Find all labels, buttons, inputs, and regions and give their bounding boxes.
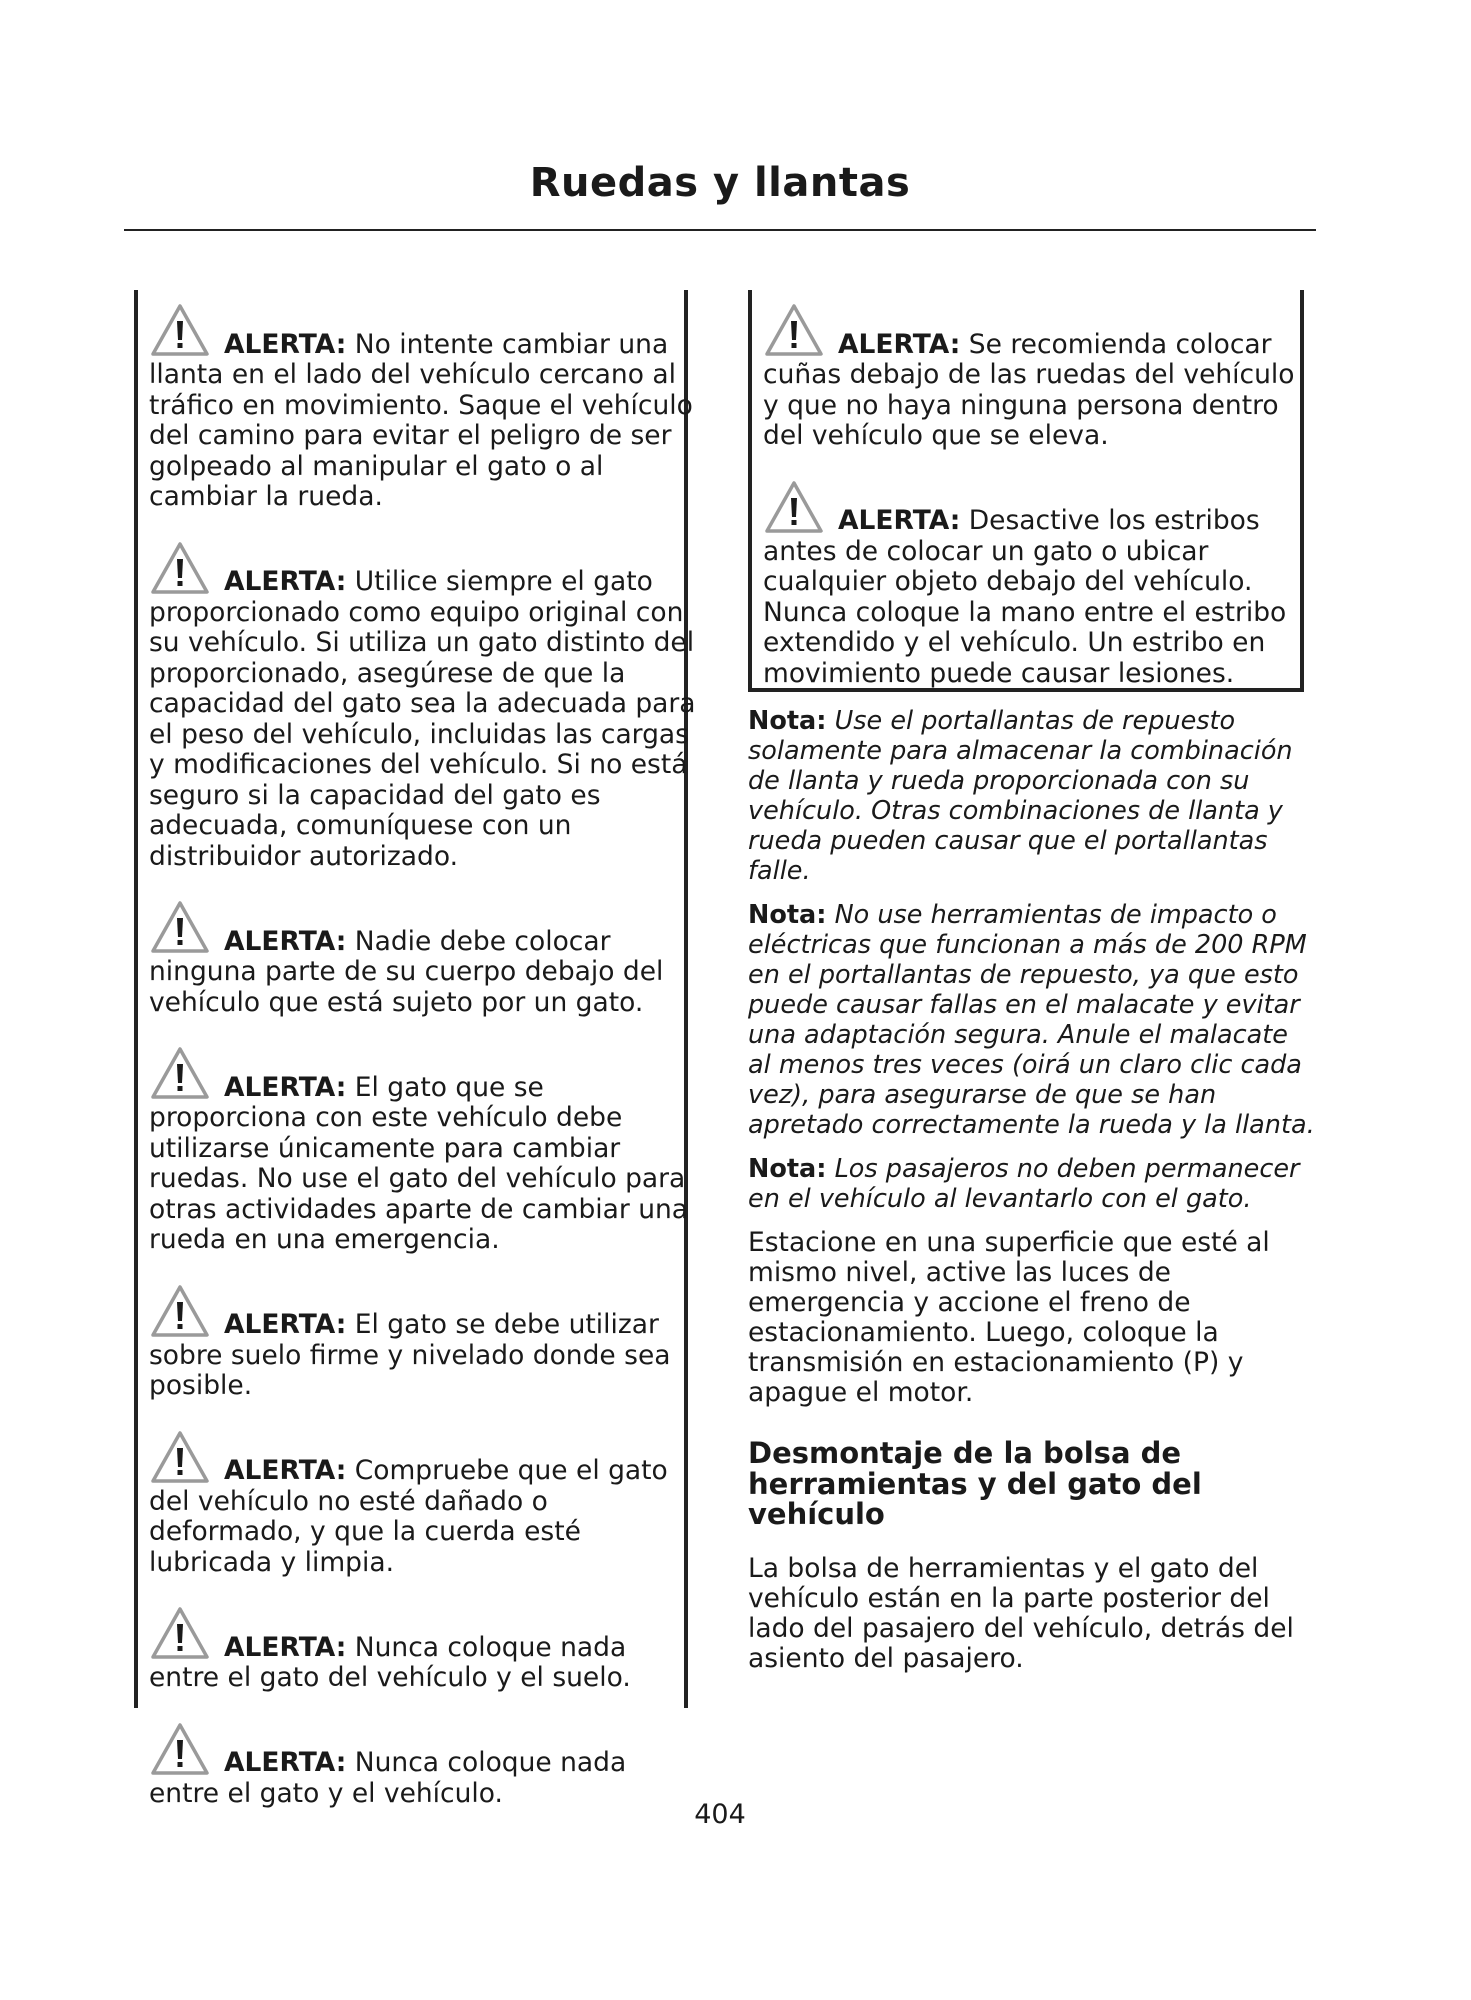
warning-triangle-icon	[149, 899, 211, 955]
warning-first-line	[149, 899, 676, 957]
section-body-line: lado del pasajero del vehículo, detrás del	[748, 1612, 1294, 1644]
warning-text-line: deformado, y que la cuerda esté	[149, 1516, 581, 1547]
warning-text-line: lubricada y limpia.	[149, 1546, 395, 1578]
section-heading-line: vehículo	[748, 1497, 885, 1531]
warning-first-line	[149, 1045, 676, 1103]
note-label: Nota:	[748, 706, 827, 736]
warning-text-line: ninguna parte de su cuerpo debajo del	[149, 956, 664, 987]
warning-text-line: capacidad del gato sea la adecuada para	[149, 688, 696, 719]
warning-text-line: del vehículo que se eleva.	[763, 420, 1109, 451]
warning-block	[149, 1283, 676, 1402]
warning-triangle-icon	[763, 302, 825, 358]
section-body-line: La bolsa de herramientas y el gato del	[748, 1552, 1259, 1584]
warning-triangle-icon	[149, 302, 211, 358]
warning-block	[149, 1721, 676, 1810]
note-text-line: eléctricas que funcionan a más de 200 RPM	[748, 930, 1307, 960]
warning-label: ALERTA:	[224, 1071, 347, 1103]
warning-line	[224, 1310, 659, 1341]
warning-text-line: su vehículo. Si utiliza un gato distinto del	[149, 627, 695, 658]
warning-triangle-icon	[763, 479, 825, 535]
warning-text-line: sobre suelo firme y nivelado donde sea	[149, 1339, 671, 1371]
warning-block	[149, 899, 676, 1018]
warning-text-line: tráfico en movimiento. Saque el vehículo	[149, 389, 693, 421]
section-heading-line: herramientas y del gato del	[748, 1466, 1202, 1501]
note-text-line: en el portallantas de repuesto, ya que esto	[748, 960, 1299, 990]
warning-first-line	[149, 540, 676, 598]
section-body	[748, 1554, 1308, 1674]
warning-text-line: vehículo que está sujeto por un gato.	[149, 986, 644, 1018]
warning-first-line	[149, 1721, 676, 1779]
warning-block	[149, 540, 696, 873]
warning-text-line: posible.	[149, 1370, 253, 1401]
parking-paragraph	[748, 1228, 1308, 1408]
parking-line: estacionamiento. Luego, coloque la	[748, 1317, 1219, 1348]
warning-triangle-icon	[149, 1721, 211, 1777]
note-text-line: vehículo. Otras combinaciones de llanta y	[748, 796, 1283, 826]
warning-text-line: golpeado al manipular el gato o al	[149, 450, 604, 482]
warning-text-line: del vehículo no esté dañado o	[149, 1485, 548, 1517]
warning-label: ALERTA:	[224, 328, 347, 360]
warning-label: ALERTA:	[224, 1747, 347, 1778]
note-first-line	[748, 1154, 1308, 1184]
parking-line: transmisión en estacionamiento (P) y	[748, 1347, 1244, 1378]
warning-text-line: cualquier objeto debajo del vehículo.	[763, 566, 1253, 597]
warning-text-line: extendido y el vehículo. Un estribo en	[763, 627, 1266, 658]
note-text: No use herramientas de impacto o	[834, 900, 1277, 930]
note-label: Nota:	[748, 900, 827, 930]
warning-block	[149, 1429, 676, 1579]
note-text: Los pasajeros no deben permanecer	[834, 1154, 1300, 1184]
right-warning-box	[748, 290, 1304, 692]
section-body-line: asiento del pasajero.	[748, 1642, 1024, 1674]
section-heading-line: Desmontaje de la bolsa de	[748, 1436, 1182, 1470]
warning-text-line: y que no haya ninguna persona dentro	[763, 389, 1279, 421]
warning-block	[149, 302, 693, 513]
warning-line	[224, 1073, 544, 1104]
note-text-line: una adaptación segura. Anule el malacate	[748, 1020, 1288, 1050]
page-number: 404	[694, 1799, 746, 1830]
warning-text-line: proporcionado como equipo original con	[149, 596, 684, 628]
warning-text-line: entre el gato y el vehículo.	[149, 1777, 503, 1809]
note-text-line: de llanta y rueda proporcionada con su	[748, 766, 1250, 796]
warning-text-line: rueda en una emergencia.	[149, 1224, 500, 1255]
warning-text-line: distribuidor autorizado.	[149, 840, 459, 872]
note-first-line	[748, 900, 1308, 930]
warning-line	[224, 330, 668, 361]
note-text-line: puede causar fallas en el malacate y evitar	[748, 990, 1300, 1020]
warning-text-line: proporcionado, asegúrese de que la	[149, 657, 626, 689]
title-divider	[124, 229, 1316, 231]
note-text-line: rueda pueden causar que el portallantas	[748, 826, 1268, 856]
note-label: Nota:	[748, 1154, 827, 1184]
warning-label: ALERTA:	[224, 1631, 347, 1663]
warning-text-line: llanta en el lado del vehículo cercano al	[149, 359, 676, 390]
right-column-content	[748, 706, 1315, 1704]
warning-text: Desactive los estribos	[968, 505, 1260, 536]
warning-text-line: Nunca coloque la mano entre el estribo	[763, 596, 1287, 628]
warning-text: Se recomienda colocar	[968, 328, 1272, 360]
warning-text-line: del camino para evitar el peligro de ser	[149, 420, 672, 451]
warning-label: ALERTA:	[838, 505, 961, 536]
note-text-line: al menos tres veces (oirá un claro clic cada	[748, 1050, 1302, 1080]
warning-block	[149, 1045, 689, 1256]
warning-text-line: antes de colocar un gato o ubicar	[763, 535, 1209, 567]
parking-line: emergencia y accione el freno de	[748, 1287, 1191, 1318]
warning-text-line: movimiento puede causar lesiones.	[763, 657, 1235, 689]
warning-line	[838, 506, 1260, 537]
warning-line	[838, 330, 1272, 361]
page-title: Ruedas y llantas	[529, 160, 911, 206]
note-text-line: falle.	[748, 856, 811, 886]
warning-text: Nadie debe colocar	[354, 925, 611, 957]
warning-line	[224, 567, 653, 598]
warning-text: Nunca coloque nada	[354, 1747, 627, 1778]
note-block	[748, 1154, 1308, 1214]
warning-text: Utilice siempre el gato	[354, 566, 653, 597]
section-heading	[748, 1438, 1308, 1530]
note-first-line	[748, 706, 1308, 736]
warning-text-line: el peso del vehículo, incluidas las cargas	[149, 718, 689, 750]
warning-first-line	[763, 479, 1292, 537]
warning-label: ALERTA:	[224, 1455, 347, 1486]
warning-label: ALERTA:	[838, 328, 961, 360]
warning-label: ALERTA:	[224, 1309, 347, 1340]
warning-line	[224, 1456, 668, 1487]
warning-block	[763, 302, 1295, 452]
warning-block	[763, 479, 1292, 690]
warning-text-line: utilizarse únicamente para cambiar	[149, 1132, 621, 1164]
warning-triangle-icon	[149, 1045, 211, 1101]
warning-triangle-icon	[149, 1429, 211, 1485]
parking-line: Estacione en una superficie que esté al	[748, 1227, 1270, 1258]
warning-block	[149, 1605, 676, 1694]
note-text-line: en el vehículo al levantarlo con el gato.	[748, 1184, 1252, 1214]
warning-first-line	[149, 1429, 676, 1487]
warning-text-line: adecuada, comuníquese con un	[149, 810, 572, 841]
note-text-line: vez), para asegurarse de que se han	[748, 1080, 1217, 1110]
warning-text-line: y modificaciones del vehículo. Si no está	[149, 749, 688, 780]
warning-first-line	[149, 1283, 676, 1341]
notes-list	[748, 706, 1315, 1214]
warning-label: ALERTA:	[224, 925, 347, 957]
warning-text-line: ruedas. No use el gato del vehículo para	[149, 1163, 686, 1194]
note-block	[748, 900, 1315, 1140]
warning-text-line: cuñas debajo de las ruedas del vehículo	[763, 359, 1295, 390]
warning-triangle-icon	[149, 1283, 211, 1339]
warning-label: ALERTA:	[224, 566, 347, 597]
parking-line: apague el motor.	[748, 1377, 974, 1408]
warning-text-line: proporciona con este vehículo debe	[149, 1102, 623, 1133]
warning-triangle-icon	[149, 1605, 211, 1661]
note-block	[748, 706, 1308, 886]
warning-text: El gato que se	[354, 1071, 544, 1103]
warning-text: Compruebe que el gato	[354, 1455, 668, 1486]
warning-line	[224, 1633, 626, 1664]
warning-text-line: seguro si la capacidad del gato es	[149, 779, 601, 811]
left-warning-column	[134, 290, 696, 1809]
warning-first-line	[149, 1605, 676, 1663]
note-text: Use el portallantas de repuesto	[834, 706, 1236, 736]
warning-text: Nunca coloque nada	[354, 1631, 627, 1663]
parking-line: mismo nivel, active las luces de	[748, 1257, 1171, 1288]
warning-text: El gato se debe utilizar	[354, 1309, 659, 1340]
note-text-line: apretado correctamente la rueda y la llanta.	[748, 1110, 1315, 1140]
warning-text-line: entre el gato del vehículo y el suelo.	[149, 1662, 631, 1693]
warning-first-line	[763, 302, 1292, 360]
warning-text-line: otras actividades aparte de cambiar una	[149, 1193, 689, 1225]
section-body-line: vehículo están en la parte posterior del	[748, 1582, 1270, 1614]
warning-line	[224, 927, 611, 958]
warning-text-line: cambiar la rueda.	[149, 481, 383, 512]
note-text-line: solamente para almacenar la combinación	[748, 736, 1293, 766]
warning-text: No intente cambiar una	[354, 328, 669, 360]
warning-triangle-icon	[149, 540, 211, 596]
warning-line	[224, 1748, 626, 1779]
warning-first-line	[149, 302, 676, 360]
